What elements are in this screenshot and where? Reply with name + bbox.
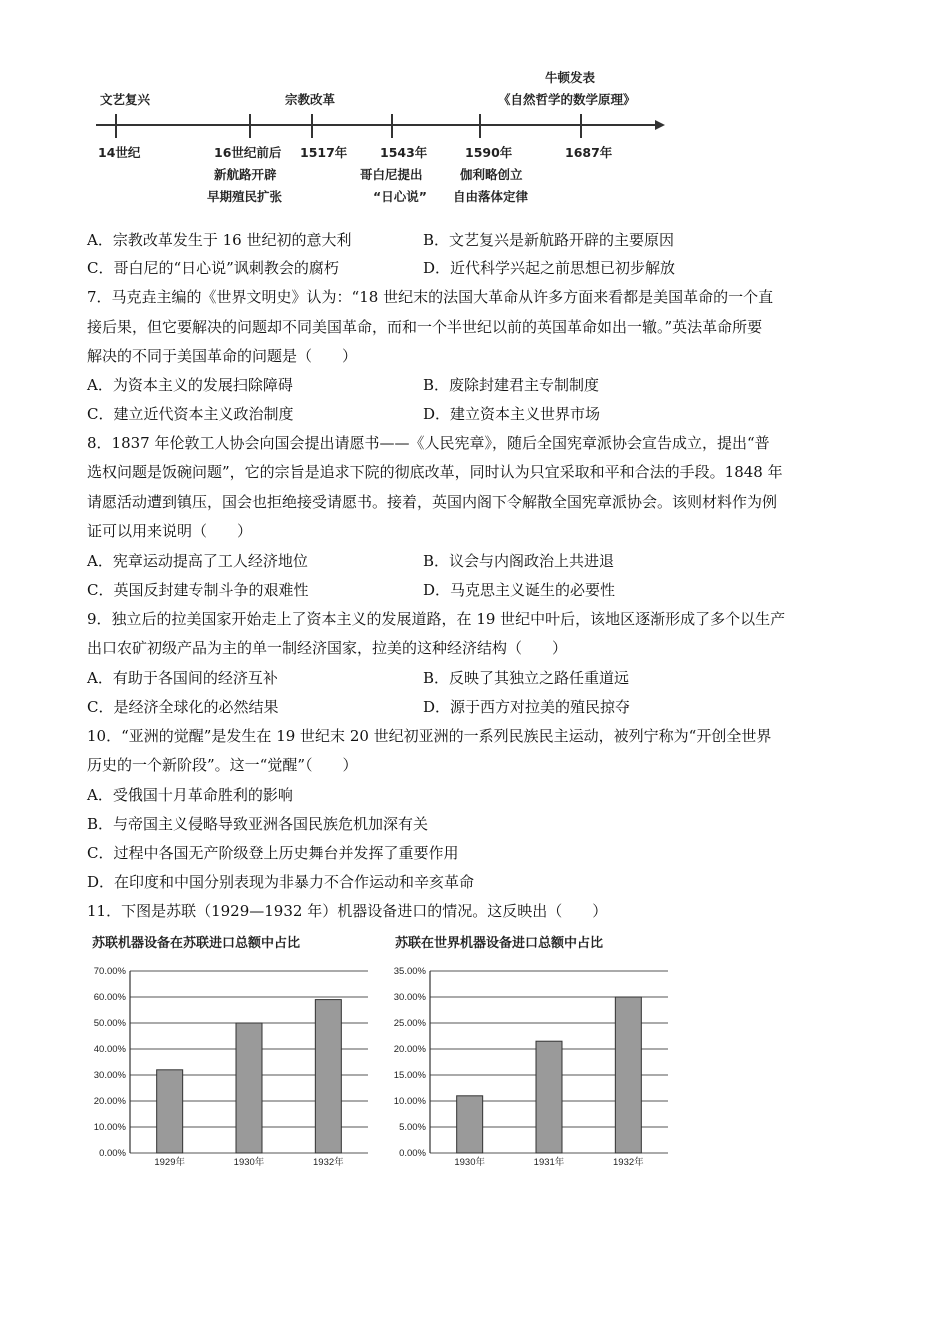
- q8-option-b: B．议会与内阁政治上共进退: [423, 552, 615, 570]
- timeline-arrow-icon: [655, 120, 665, 130]
- q9-option-c: C．是经济全球化的必然结果: [87, 698, 279, 716]
- q10-stem-line-1: 10．“亚洲的觉醒”是发生在 19 世纪末 20 世纪初亚洲的一系列民族民主运动，被列宁称为“开创全世界: [87, 727, 772, 745]
- y-tick-label: 30.00%: [393, 992, 426, 1003]
- chart1-title: 苏联机器设备在苏联进口总额中占比: [92, 936, 301, 951]
- y-tick-label: 0.00%: [99, 1148, 126, 1159]
- q8-stem-line-4: 证可以用来说明（ ）: [87, 522, 253, 540]
- q11-stem: 11．下图是苏联（1929—1932 年）机器设备进口的情况。这反映出（ ）: [87, 902, 608, 920]
- y-tick-label: 25.00%: [393, 1018, 426, 1029]
- x-tick-label: 1929年: [154, 1157, 185, 1168]
- q10-option-b: B．与帝国主义侵略导致亚洲各国民族危机加深有关: [87, 815, 429, 833]
- bar: [157, 1070, 183, 1153]
- chart-machinery-share-of-soviet-imports: [88, 955, 378, 1175]
- q7-option-d: D．建立资本主义世界市场: [423, 405, 601, 423]
- y-tick-label: 60.00%: [93, 992, 126, 1003]
- q7-option-c: C．建立近代资本主义政治制度: [87, 405, 294, 423]
- tick-date-16c: 16世纪前后: [214, 145, 282, 160]
- y-tick-label: 15.00%: [393, 1070, 426, 1081]
- tick-desc-1543-1: 哥白尼提出: [360, 167, 423, 182]
- y-tick-label: 40.00%: [93, 1044, 126, 1055]
- x-tick-label: 1932年: [613, 1157, 644, 1168]
- q6-option-d: D．近代科学兴起之前思想已初步解放: [423, 259, 676, 277]
- q9-option-b: B．反映了其独立之路任重道远: [423, 669, 630, 687]
- q6-option-a: A．宗教改革发生于 16 世纪初的意大利: [87, 231, 352, 249]
- q9-stem-line-2: 出口农矿初级产品为主的单一制经济国家，拉美的这种经济结构（ ）: [87, 639, 568, 657]
- y-tick-label: 35.00%: [393, 966, 426, 977]
- q7-option-b: B．废除封建君主专制制度: [423, 376, 600, 394]
- q10-stem-line-2: 历史的一个新阶段”。这一“觉醒”（ ）: [87, 756, 358, 774]
- q10-option-c: C．过程中各国无产阶级登上历史舞台并发挥了重要作用: [87, 844, 459, 862]
- event-renaissance: 文艺复兴: [100, 92, 151, 107]
- q8-option-a: A．宪章运动提高了工人经济地位: [87, 552, 308, 570]
- bar: [315, 1000, 341, 1153]
- q9-option-d: D．源于西方对拉美的殖民掠夺: [423, 698, 631, 716]
- q7-stem-line-2: 接后果，但它要解决的问题却不同美国革命，而和一个半世纪以前的英国革命如出一辙。”英法革命所要: [87, 318, 763, 336]
- tick-date-1543: 1543年: [380, 145, 428, 160]
- x-tick-label: 1931年: [533, 1157, 565, 1168]
- tick-desc-1543-2: “日心说”: [373, 189, 427, 204]
- q8-option-d: D．马克思主义诞生的必要性: [423, 581, 616, 599]
- q8-stem-line-2: 选权问题是饭碗问题”，它的宗旨是追求下院的彻底改革，同时认为只宜采取和平和合法的手段。1848 年: [87, 463, 783, 481]
- tick-date-1590: 1590年: [465, 145, 513, 160]
- x-tick-label: 1930年: [454, 1157, 485, 1168]
- q10-option-a: A．受俄国十月革命胜利的影响: [87, 786, 293, 804]
- bar: [457, 1096, 483, 1153]
- q6-option-c: C．哥白尼的“日心说”讽刺教会的腐朽: [87, 259, 339, 277]
- tick-date-1517: 1517年: [300, 145, 348, 160]
- q8-stem-line-3: 请愿活动遭到镇压，国会也拒绝接受请愿书。接着，英国内阁下令解散全国宪章派协会。该则材料作为例: [87, 493, 778, 511]
- history-timeline: [90, 62, 670, 222]
- y-tick-label: 10.00%: [393, 1096, 426, 1107]
- y-tick-label: 10.00%: [93, 1122, 126, 1133]
- y-tick-label: 20.00%: [93, 1096, 126, 1107]
- bar: [536, 1041, 562, 1153]
- y-tick-label: 20.00%: [393, 1044, 426, 1055]
- chart-soviet-share-of-world-machinery-imports: [388, 955, 678, 1175]
- q7-stem-line-1: 7．马克垚主编的《世界文明史》认为：“18 世纪末的法国大革命从许多方面来看都是美国革命的一个直: [87, 288, 774, 306]
- event-newton-1: 牛顿发表: [545, 70, 596, 85]
- y-tick-label: 50.00%: [93, 1018, 126, 1029]
- tick-desc-16c-1: 新航路开辟: [214, 167, 277, 182]
- bar: [236, 1023, 262, 1153]
- q7-option-a: A．为资本主义的发展扫除障碍: [87, 376, 293, 394]
- tick-desc-16c-2: 早期殖民扩张: [207, 189, 283, 204]
- tick-date-14c: 14世纪: [98, 145, 141, 160]
- tick-desc-1590-2: 自由落体定律: [453, 189, 529, 204]
- tick-date-1687: 1687年: [565, 145, 613, 160]
- q9-option-a: A．有助于各国间的经济互补: [87, 669, 278, 687]
- q8-stem-line-1: 8．1837 年伦敦工人协会向国会提出请愿书——《人民宪章》，随后全国宪章派协会宣告成立，提出“普: [87, 434, 770, 452]
- y-tick-label: 0.00%: [399, 1148, 426, 1159]
- y-tick-label: 70.00%: [93, 966, 126, 977]
- event-reformation: 宗教改革: [285, 92, 336, 107]
- q10-option-d: D．在印度和中国分别表现为非暴力不合作运动和辛亥革命: [87, 873, 475, 891]
- q9-stem-line-1: 9．独立后的拉美国家开始走上了资本主义的发展道路，在 19 世纪中叶后，该地区逐渐形成了多个以生产: [87, 610, 786, 628]
- q8-option-c: C．英国反封建专制斗争的艰难性: [87, 581, 309, 599]
- x-tick-label: 1932年: [313, 1157, 344, 1168]
- event-newton-2: 《自然哲学的数学原理》: [498, 92, 636, 107]
- q7-stem-line-3: 解决的不同于美国革命的问题是（ ）: [87, 347, 358, 365]
- q6-option-b: B．文艺复兴是新航路开辟的主要原因: [423, 231, 675, 249]
- chart2-title: 苏联在世界机器设备进口总额中占比: [395, 936, 604, 951]
- y-tick-label: 30.00%: [93, 1070, 126, 1081]
- y-tick-label: 5.00%: [399, 1122, 426, 1133]
- x-tick-label: 1930年: [233, 1157, 265, 1168]
- tick-desc-1590-1: 伽利略创立: [460, 167, 523, 182]
- bar: [615, 997, 641, 1153]
